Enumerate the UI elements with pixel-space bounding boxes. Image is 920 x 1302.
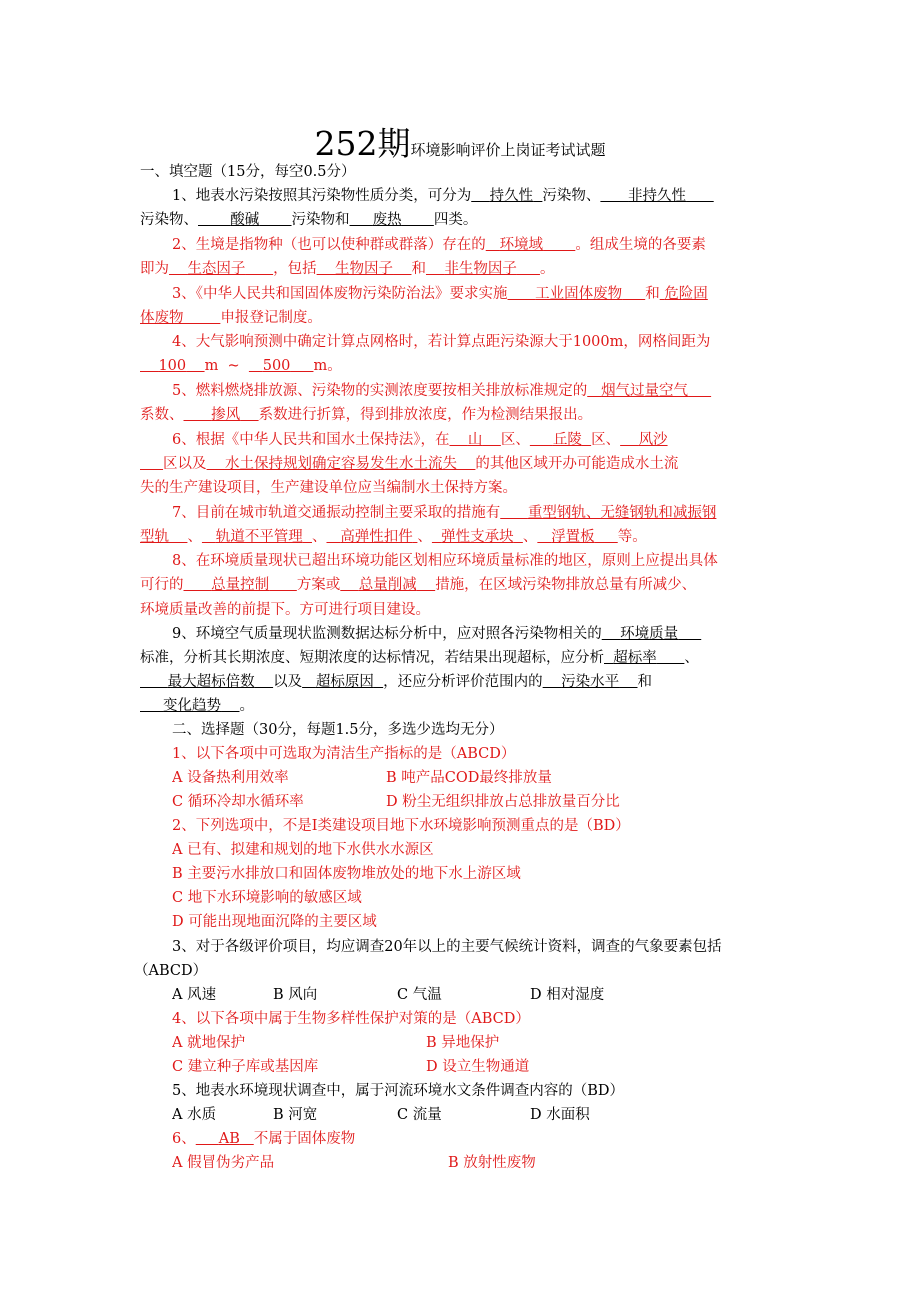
answer-blank: 生态因子	[187, 261, 246, 277]
option-row	[172, 1055, 792, 1079]
answer-blank: 工业固体废物	[535, 286, 623, 302]
option-row	[172, 1151, 792, 1175]
option-d: D 设立生物通道	[426, 1059, 530, 1075]
option-b: B 吨产品COD最终排放量	[386, 770, 552, 786]
option-a: A 就地保护	[172, 1035, 246, 1051]
answer-blank: 体废物	[140, 310, 184, 326]
option-c: C 流量	[397, 1107, 442, 1123]
question-line: 型轨 、 轨道不平管理 、 高弹性扣件 、 弹性支承块 、 浮置板 等。	[140, 529, 647, 545]
question-line: 6、根据《中华人民共和国水土保持法》，在 山 区、 丘陵 区、 风沙	[172, 432, 668, 448]
answer-blank: 100	[158, 358, 187, 374]
answer-blank	[140, 456, 163, 472]
answer-blank: 总量削减	[358, 577, 417, 593]
answer-blank: 水土保持规划确定容易发生水土流失	[224, 456, 457, 472]
answer-blank: 非生物因子	[444, 261, 517, 277]
option-c: C 气温	[397, 987, 442, 1003]
option-row	[172, 790, 792, 814]
option-d: D 粉尘无组织排放占总排放量百分比	[386, 794, 620, 810]
option-d: D 可能出现地面沉降的主要区域	[172, 914, 377, 930]
question-line: 2、下列选项中，不是Ⅰ类建设项目地下水环境影响预测重点的是（BD）	[172, 818, 630, 834]
answer-blank: 型轨	[140, 529, 169, 545]
title-number: 252期	[314, 124, 411, 163]
answer-blank: AB	[218, 1131, 240, 1147]
answer-blank: 丘陵	[552, 432, 582, 448]
question-line: 6、 AB 不属于固体废物	[172, 1131, 356, 1147]
question-line: 5、燃料燃烧排放源、污染物的实测浓度要按相关排放标准规定的 烟气过量空气	[172, 379, 792, 403]
option-row	[172, 766, 792, 790]
answer-blank: 持久性	[489, 188, 534, 204]
option-c: C 循环冷却水循环率	[172, 794, 304, 810]
option-b: B 异地保护	[426, 1035, 500, 1051]
option-d: D 水面积	[530, 1107, 590, 1123]
answer-blank: 轨道不平管理	[215, 529, 303, 545]
option-a: A 假冒伪劣产品	[172, 1155, 275, 1171]
question-line: 100 m ~ 500 m。	[140, 354, 790, 378]
question-line: 体废物 申报登记制度。	[140, 310, 322, 326]
question-line: 最大超标倍数 以及 超标原因 ，还应分析评价范围内的 污染水平 和	[140, 670, 790, 694]
question-line: 9、环境空气质量现状监测数据达标分析中，应对照各污染物相关的 环境质量	[172, 622, 792, 646]
answer-blank: 浮置板	[551, 529, 595, 545]
option-d: D 相对湿度	[530, 987, 605, 1003]
section-heading: 二、选择题（30分，每题1.5分，多选少选均无分）	[172, 722, 504, 738]
answer-blank: 生物因子	[335, 261, 394, 277]
answer-blank: 废热	[372, 212, 402, 228]
question-line: 污染物、 酸碱 污染物和 废热 四类。	[140, 212, 478, 228]
answer-blank: 环境域	[499, 237, 544, 253]
answer-blank: 非持久性	[628, 188, 687, 204]
page-title	[0, 118, 920, 165]
answer-blank: 环境质量	[620, 626, 679, 642]
question-line: （ABCD）	[134, 963, 208, 979]
answer-blank: 污染水平	[561, 674, 620, 690]
question-line: 标准，分析其长期浓度、短期浓度的达标情况，若结果出现超标，应分析 超标率 、	[140, 650, 699, 666]
question-line: 1、地表水污染按照其污染物性质分类，可分为 持久性 污染物、 非持久性	[172, 184, 792, 208]
option-row	[172, 983, 792, 1007]
question-line: 系数、 掺风 系数进行折算，得到排放浓度，作为检测结果报出。	[140, 407, 593, 423]
answer-blank: 危险固	[664, 286, 708, 302]
title-text: 环境影响评价上岗证考试试题	[410, 141, 606, 159]
question-line: 4、以下各项中属于生物多样性保护对策的是（ABCD）	[172, 1011, 530, 1027]
answer-blank: 重型钢轨、无缝钢轨和减振钢	[527, 505, 717, 521]
question-line: 3、对于各级评价项目，均应调查20年以上的主要气候统计资料，调查的气象要素包括	[172, 939, 722, 955]
answer-blank: 高弹性扣件	[340, 529, 413, 545]
answer-blank: 变化趋势	[163, 698, 222, 714]
option-b: B 河宽	[273, 1107, 318, 1123]
answer-blank: 弹性支承块	[441, 529, 514, 545]
question-line: 1、以下各项中可选取为清洁生产指标的是（ABCD）	[172, 746, 516, 762]
answer-blank: 超标率	[613, 650, 657, 666]
option-b: B 主要污水排放口和固体废物堆放处的地下水上游区域	[172, 866, 521, 882]
question-line: 7、目前在城市轨道交通振动控制主要采取的措施有 重型钢轨、无缝钢轨和减振钢	[172, 505, 717, 521]
option-row	[172, 1103, 792, 1127]
option-b: B 放射性废物	[448, 1155, 536, 1171]
option-row	[172, 1031, 792, 1055]
question-line: 即为 生态因子 ，包括 生物因子 和 非生物因子 。	[140, 261, 555, 277]
option-c: C 建立种子库或基因库	[172, 1059, 319, 1075]
answer-blank: 风沙	[638, 432, 668, 448]
option-a: A 已有、拟建和规划的地下水供水水源区	[172, 842, 434, 858]
question-line: 8、在环境质量现状已超出环境功能区划相应环境质量标准的地区，原则上应提出具体	[172, 553, 718, 569]
option-b: B 风向	[273, 987, 318, 1003]
question-line: 5、地表水环境现状调查中，属于河流环境水文条件调查内容的（BD）	[172, 1083, 625, 1099]
answer-blank: 烟气过量空气	[601, 383, 689, 399]
option-c: C 地下水环境影响的敏感区域	[172, 890, 362, 906]
question-line: 3、《中华人民共和国固体废物污染防治法》要求实施 工业固体废物 和 危险固	[172, 286, 708, 302]
question-line: 区以及 水土保持规划确定容易发生水土流失 的其他区域开办可能造成水土流	[140, 452, 790, 476]
answer-blank: 超标原因	[315, 674, 374, 690]
option-a: A 水质	[172, 1107, 217, 1123]
answer-blank: 酸碱	[230, 212, 260, 228]
answer-blank: 山	[467, 432, 483, 448]
question-line: 4、大气影响预测中确定计算点网格时，若计算点距污染源大于1000m，网格间距为	[172, 334, 711, 350]
question-line: 可行的 总量控制 方案或 总量削减 措施，在区域污染物排放总量有所减少、	[140, 577, 697, 593]
answer-blank: 总量控制	[211, 577, 270, 593]
answer-blank: 掺风	[211, 407, 241, 423]
option-a: A 设备热利用效率	[172, 770, 289, 786]
answer-blank: 最大超标倍数	[167, 674, 255, 690]
option-a: A 风速	[172, 987, 217, 1003]
question-line: 2、生境是指物种（也可以使种群或群落）存在的 环境域 。组成生境的各要素	[172, 237, 706, 253]
section-heading: 一、填空题（15分，每空0.5分）	[140, 164, 356, 180]
question-line: 变化趋势 。	[140, 694, 790, 718]
question-line: 失的生产建设项目，生产建设单位应当编制水土保持方案。	[140, 480, 517, 496]
question-line: 环境质量改善的前提下。方可进行项目建设。	[140, 602, 430, 618]
answer-blank: 500	[262, 358, 291, 374]
